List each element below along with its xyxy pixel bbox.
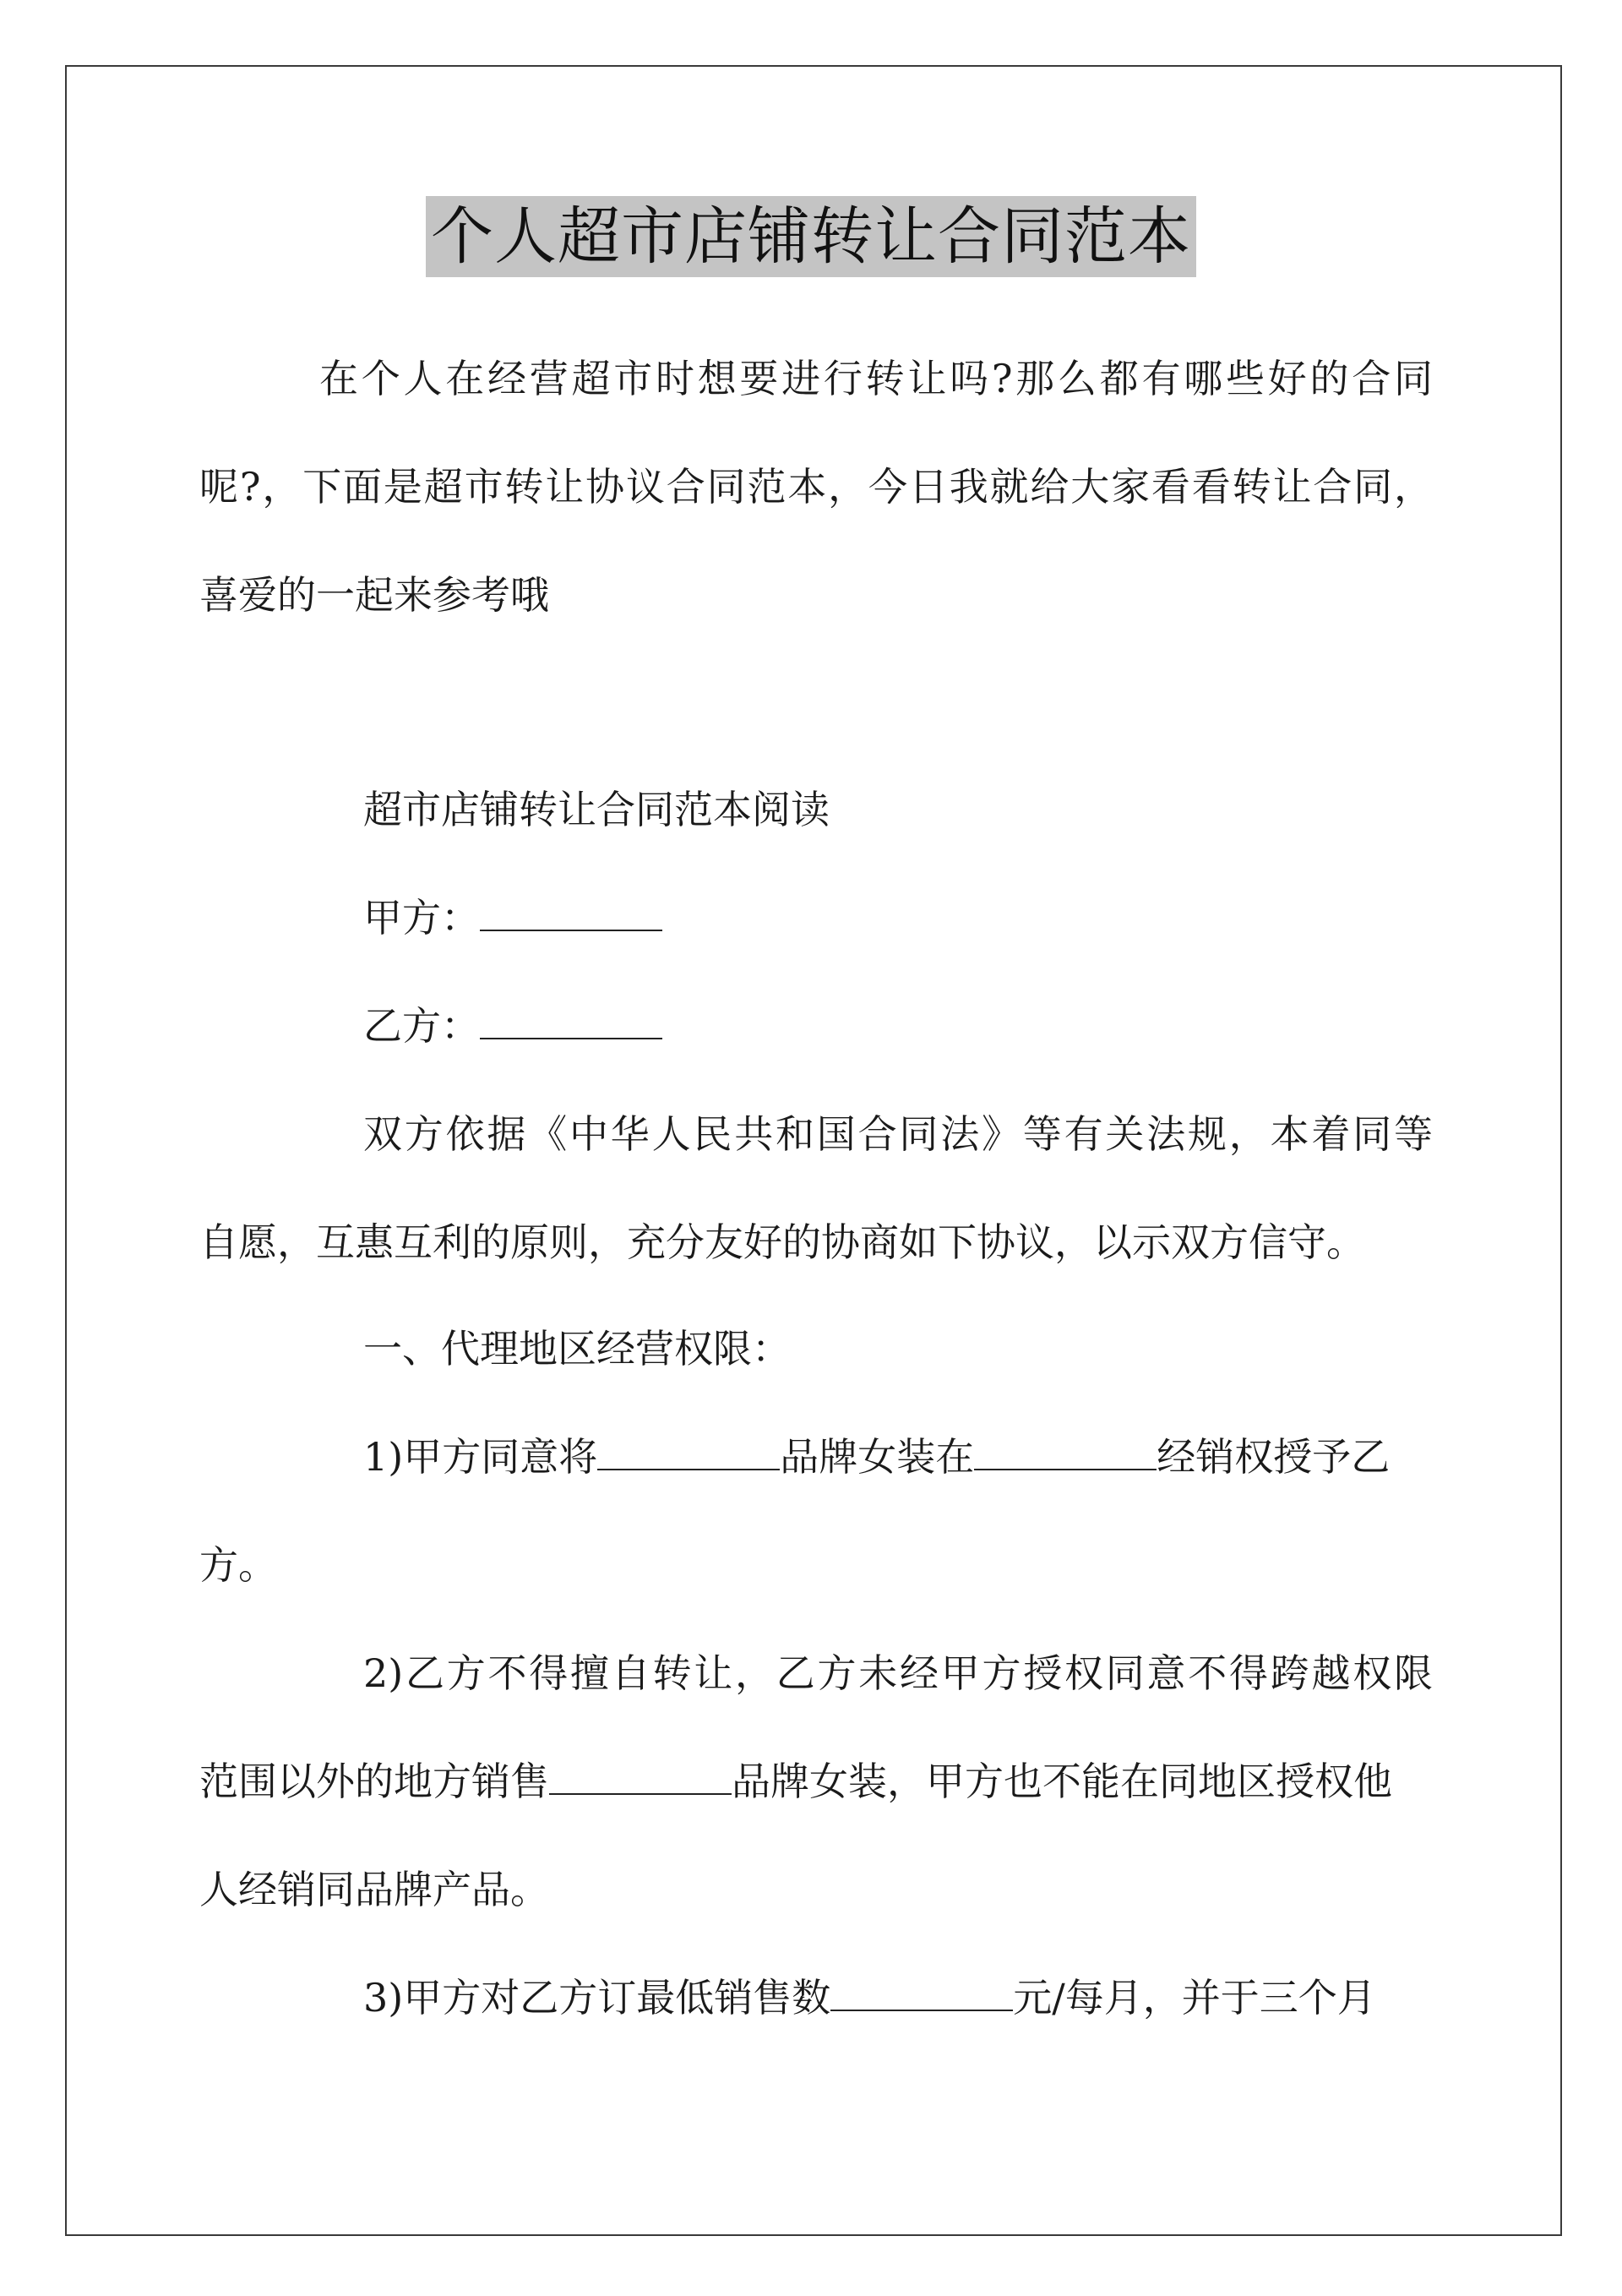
party-a-row: [363, 892, 1597, 943]
clause-1-region-blank: [974, 1433, 1157, 1470]
clause-2-part-1: 范围以外的地方销售: [199, 1759, 549, 1804]
party-a-blank: [480, 894, 662, 931]
clause-3-line-1: [363, 1972, 1433, 2023]
clause-1-part-3: 经销权授予乙: [1157, 1434, 1391, 1480]
intro-line-3: 喜爱的一起来参考哦: [199, 572, 549, 618]
basis-line-2: 自愿，互惠互利的原则，充分友好的协商如下协议，以示双方信守。: [199, 1219, 1365, 1265]
party-b-row: [363, 1001, 1597, 1051]
clause-1-part-2: 品牌女装在: [780, 1434, 975, 1480]
clause-2-line-3: 人经销同品牌产品。: [199, 1867, 549, 1912]
clause-2-part-2: 品牌女装，甲方也不能在同地区授权他: [732, 1759, 1392, 1804]
clause-1-part-1: 1)甲方同意将: [363, 1434, 598, 1480]
clause-2-line-1: 2)乙方不得擅自转让，乙方未经甲方授权同意不得跨越权限: [363, 1650, 1433, 1696]
intro-line-2: 呢?，下面是超市转让协议合同范本，今日我就给大家看看转让合同，: [199, 464, 1433, 510]
clause-3-part-2: 元/每月，并于三个月: [1013, 1975, 1376, 2021]
party-a-label: 甲方：: [363, 895, 480, 941]
clause-3-amount-blank: [830, 1974, 1013, 2011]
party-b-label: 乙方：: [363, 1003, 480, 1049]
title-container: [0, 196, 1622, 277]
clause-2-brand-blank: [549, 1758, 732, 1795]
intro-line-1: 在个人在经营超市时想要进行转让吗?那么都有哪些好的合同: [319, 356, 1433, 401]
document-title: 个人超市店铺转让合同范本: [426, 196, 1196, 277]
basis-line-1: 双方依据《中华人民共和国合同法》等有关法规，本着同等: [363, 1111, 1433, 1157]
clause-1-brand-blank: [597, 1433, 780, 1470]
party-b-blank: [480, 1002, 662, 1039]
clause-2-line-2: [199, 1756, 1433, 1807]
clause-1-line-1: [363, 1432, 1433, 1482]
contract-subtitle: 超市店铺转让合同范本阅读: [363, 787, 830, 832]
section-1-heading: 一、代理地区经营权限：: [363, 1326, 791, 1372]
clause-1-line-2: 方。: [199, 1542, 277, 1588]
clause-3-part-1: 3)甲方对乙方订最低销售数: [363, 1975, 831, 2021]
